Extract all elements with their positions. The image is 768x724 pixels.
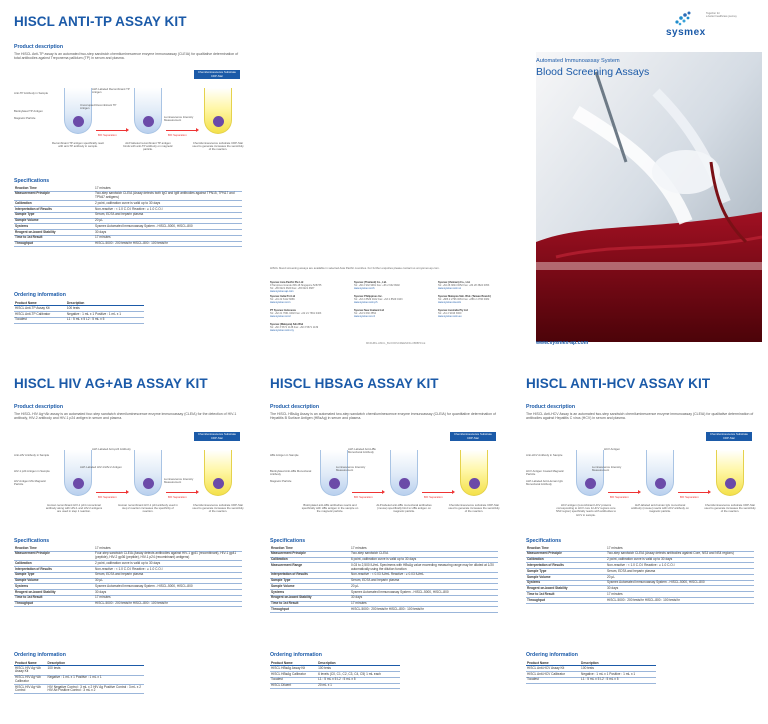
spec-key: Reagent on-board Stability xyxy=(14,590,94,596)
order-description: L1 : 5 mL x 5 L2 : 5 mL x 5 xyxy=(66,317,144,323)
ordering-heading: Ordering information xyxy=(14,652,66,658)
office-line: Tel: +62 21 7661 0402 Fax: +62 21 7661 0403 xyxy=(270,311,322,315)
spec-key: Time to 1st Result xyxy=(526,592,606,598)
specifications-table xyxy=(270,546,498,613)
diagram-label: Magnetic Particle xyxy=(270,479,292,483)
kit-title: HISCL HBSAG ASSAY KIT xyxy=(270,376,439,391)
office-line: Tel: +66 2 932 9991 Fax: +66 2 932 9992 xyxy=(354,283,400,287)
order-description: 100 tests xyxy=(317,666,400,672)
specifications-table xyxy=(526,546,754,604)
spec-value: 17 minutes xyxy=(606,546,754,551)
ordering-table xyxy=(14,660,144,694)
spec-key: Reaction Time xyxy=(526,546,606,551)
step-description: ALP-labeled anti-human IgG monoclonal antibody (mouse) reacts with HCV antibody on magnetic particle. xyxy=(631,503,689,514)
ordering-table-wrap xyxy=(270,660,400,689)
diagram-label: Luminescence Intensity Measurement xyxy=(336,465,366,473)
ordering-table-wrap xyxy=(14,300,144,324)
order-product: HISCL HBsAg Assay Kit xyxy=(270,666,317,672)
bf-separation-label: B/F Separation xyxy=(168,133,187,137)
office-website[interactable]: www.sysmex.co.in xyxy=(270,300,291,304)
spec-value: Serum, EDTA and heparin plasma xyxy=(606,569,754,575)
spec-value: 17 minutes xyxy=(94,546,242,551)
product-description-text: The HISCL HIV Ag+Ab assay is an automated four-step sandwich chemiluminescence enzyme immunoassay (CLEIA) for the detection of HIV-1 antibody, HIV-2 antibody and HIV-1 p24 antigen in serum and plasma. xyxy=(14,412,237,421)
website-link[interactable]: www.sysmex-ap.com xyxy=(536,340,589,346)
spec-key: Reagent on-board Stability xyxy=(14,230,94,236)
kit-panel-anti-tp xyxy=(0,0,256,350)
office-website[interactable]: www.sysmex.co.th xyxy=(354,286,375,290)
bf-separation-label: B/F Separation xyxy=(98,133,117,137)
specifications-table-wrap xyxy=(270,546,498,613)
office-name: Sysmex (Malaysia) Sdn Bhd xyxy=(270,323,304,326)
spec-key: Measurement Principle xyxy=(270,551,350,557)
order-col-product: Product Name xyxy=(14,660,47,666)
office-entry xyxy=(354,282,436,291)
reaction-tube-1 xyxy=(64,88,92,134)
diagram-label: HCV Antigen xyxy=(604,447,621,451)
flow-arrow xyxy=(352,492,382,493)
spec-value: Two-step sandwich CLEIA xyxy=(350,551,498,557)
office-line: Tel: +61 2 9016 3000 xyxy=(438,311,462,315)
specifications-table-wrap xyxy=(14,546,242,607)
diagram-label: Biotinylated Anti-HBs Monoclonal Antibody xyxy=(270,469,312,477)
office-line: Tel: +60 3 5671 1138 Fax: +60 3 5671 1139 xyxy=(270,325,319,329)
step-description: ALP-labeled anti-HBs monoclonal antibodies (mouse) specifically bind to HBs antigen on magnetic particle. xyxy=(376,503,432,514)
office-name: Sysmex New Zealand Ltd xyxy=(354,309,385,312)
specifications-table xyxy=(14,546,242,607)
spec-value: HISCL-5000 : 200 tests/hr HISCL-800 : 100 tests/hr xyxy=(350,607,498,613)
diagram-label: Unoccupied Recombinant TP Antigen xyxy=(80,103,117,111)
order-product: HISCL Anti-HCV Calibrator xyxy=(526,671,580,677)
spec-key: Time to 1st Result xyxy=(270,601,350,607)
cover-photo xyxy=(536,52,762,342)
spec-key: Time to 1st Result xyxy=(14,595,94,601)
sysmex-logo xyxy=(666,10,762,40)
spec-value: 30 μL xyxy=(94,578,242,584)
flow-arrow xyxy=(678,492,708,493)
order-product: Tocalest xyxy=(14,317,66,323)
flow-arrow xyxy=(166,130,196,131)
spec-key: Measurement Range xyxy=(270,563,350,572)
kit-panel-hbsag xyxy=(256,362,512,724)
reaction-tube-2 xyxy=(646,450,674,496)
step-description: Human recombinant HIV-1 p24 antibody used in step 2 reaction increases the specificity of reaction. xyxy=(118,503,178,514)
reaction-tube-1 xyxy=(64,450,92,496)
tagline-line-2: a better healthcare journey xyxy=(706,15,737,18)
office-name: Sysmex Malaysia Sdn. Bhd. (Taiwan Branch) xyxy=(438,295,491,298)
spec-key: Throughput xyxy=(14,241,94,247)
spec-value: Sysmex Automated Immunoassay System - HISCL-5000, HISCL-800 xyxy=(94,224,242,230)
spec-row xyxy=(14,601,242,607)
spec-key: Sample Type xyxy=(14,572,94,578)
diagram-label: ALP-Labeled Anti-HBs Monoclonal Antibody xyxy=(348,447,376,455)
flow-arrow xyxy=(608,492,638,493)
spec-row xyxy=(14,191,242,200)
spec-value: Four-step sandwich CLEIA (Assay detects antibodies against HIV-1 gp41 (recombinant), HIV-1 gp41 (peptide), HIV-2 gp36 (peptide), HIV-1 p24 (recombinant) antigens) xyxy=(94,551,242,560)
spec-key: Sample Volume xyxy=(270,584,350,590)
bf-separation-label: B/F Separation xyxy=(680,495,699,499)
office-name: PT Sysmex Indonesia xyxy=(270,309,296,312)
spec-value: Non-reactive : < 0.03 IU/mL Reactive : ≥ 0.03 IU/mL xyxy=(350,572,498,578)
diagram-label: ALP-Labeled Recombinant TP Antigen xyxy=(92,87,130,95)
order-row xyxy=(14,675,144,684)
spec-value: 30 days xyxy=(606,586,754,592)
diagram-label: HIV-1 p24 Antigen in Sample xyxy=(14,469,50,473)
reaction-tube-2 xyxy=(390,450,418,496)
kit-title: HISCL HIV AG+AB ASSAY KIT xyxy=(14,376,208,391)
spec-key: Calibration xyxy=(14,561,94,567)
order-product: HISCL Anti-TP Calibrator xyxy=(14,311,66,317)
spec-value: Non-reactive : < 1.0 C.O.I Reactive : ≥ 1.0 C.O.I xyxy=(606,563,754,569)
spec-key: Interpretation of Results xyxy=(270,572,350,578)
spec-key: Reaction Time xyxy=(270,546,350,551)
spec-value: 17 minutes xyxy=(606,592,754,598)
order-description: 100 tests xyxy=(580,666,656,672)
office-website[interactable]: www.sysmex.com.au xyxy=(438,314,462,318)
spec-key: Sample Volume xyxy=(526,574,606,580)
office-line: Tel: +63 2 8529 0102 Fax: +63 2 8529 0103 xyxy=(354,297,403,301)
diagram-label: Luminescence Intensity Measurement xyxy=(164,477,194,485)
office-name: Sysmex (Thailand) Co., Ltd. xyxy=(354,281,387,284)
spec-value: 17 minutes xyxy=(94,186,242,191)
product-description-heading: Product description xyxy=(270,404,319,410)
spec-value: 6 point, calibration curve is valid up to 30 days xyxy=(350,557,498,563)
diagram-label: Luminescence Intensity Measurement xyxy=(592,465,622,473)
order-row xyxy=(14,317,144,323)
spec-key: Calibration xyxy=(14,201,94,207)
order-product: HISCL HBsAg Calibrator xyxy=(270,671,317,677)
order-product: HISCL HIV Ag+Ab Control xyxy=(14,684,47,693)
step-description: Chemiluminescence substrate CDP-Star used to generate increases the sensitivity of the reaction. xyxy=(192,503,244,514)
office-website[interactable]: www.sysmex.com.ph xyxy=(354,300,378,304)
office-entry xyxy=(270,282,352,294)
brand-tagline xyxy=(706,12,746,18)
office-entry xyxy=(438,282,520,291)
spec-key: Throughput xyxy=(526,598,606,604)
spec-value: 17 minutes xyxy=(350,546,498,551)
office-website[interactable]: www.sysmex-tw.com xyxy=(438,300,462,304)
product-description-text: The HISCL Anti-HCV Assay is an automated two-step sandwich chemiluminescence enzyme immunoassay (CLEIA) for qualitative determination of antibodies against Hepatitis C virus (HCV) in serum and plasma. xyxy=(526,412,754,421)
document-code: MKFHBG-HISCL_BLOODSCREENING-0888P01-E xyxy=(366,342,426,345)
spec-value: 20 μL xyxy=(350,584,498,590)
product-description-heading: Product description xyxy=(14,44,63,50)
flow-arrow xyxy=(166,492,196,493)
assay-diagram xyxy=(270,432,500,537)
order-row xyxy=(270,683,400,689)
office-line: Tel: +65 6221 3629 Fax: +65 6221 3687 xyxy=(270,286,315,290)
office-website[interactable]: www.sysmex.co.id xyxy=(270,314,291,318)
office-website[interactable]: www.sysmex-ap.com xyxy=(270,289,294,293)
spec-key: Time to 1st Result xyxy=(14,235,94,241)
order-description: Negative : 1 mL x 1 Positive : 1 mL x 1 xyxy=(47,675,144,684)
office-name: Sysmex Asia Pacific Pte Ltd xyxy=(270,281,304,284)
office-entry xyxy=(270,324,352,333)
kit-title: HISCL ANTI-HCV ASSAY KIT xyxy=(526,376,711,391)
spec-value: Serum, EDTA and heparin plasma xyxy=(94,212,242,218)
diagram-label: HIV Antigen Mix Magnetic Particle xyxy=(14,479,47,487)
cover-kicker: Automated Immunoassay System xyxy=(536,58,620,64)
spec-value: 2 point, calibration curve is valid up to 30 days xyxy=(94,201,242,207)
spec-key: Sample Type xyxy=(14,212,94,218)
ordering-heading: Ordering information xyxy=(526,652,578,658)
bf-separation-label: B/F Separation xyxy=(610,495,629,499)
spec-key: Reaction Time xyxy=(14,546,94,551)
flow-arrow xyxy=(96,492,126,493)
reaction-tube-3 xyxy=(460,450,488,496)
order-row xyxy=(14,684,144,693)
spec-key: Sample Type xyxy=(270,578,350,584)
assay-diagram xyxy=(14,70,244,175)
order-description: L1 : 5 mL x 5 L2 : 5 mL x 5 xyxy=(580,677,656,683)
spec-key: Systems xyxy=(526,580,606,586)
order-product: HISCL HIV Ag+Ab Assay Kit xyxy=(14,666,47,675)
spec-value: 17 minutes xyxy=(350,601,498,607)
order-col-description: Description xyxy=(580,660,656,666)
spec-value: Two-step sandwich CLEIA (Assay detects antibodies against Core, NS3 and NS4 regions) xyxy=(606,551,754,557)
spec-key: Reagent on-board Stability xyxy=(526,586,606,592)
order-product: Tocalest xyxy=(270,677,317,683)
reaction-tube-1 xyxy=(320,450,348,496)
spec-key: Measurement Principle xyxy=(526,551,606,557)
diagram-label: Magnetic Particle xyxy=(14,116,36,120)
blood-bag-photo xyxy=(536,52,762,342)
office-website[interactable]: www.sysmex.com.vn xyxy=(438,286,462,290)
ordering-table-wrap xyxy=(14,660,144,694)
product-description-heading: Product description xyxy=(526,404,575,410)
substrate-badge: Chemiluminescence Substrate CDP-Star xyxy=(450,432,496,441)
spec-value: HISCL-5000 : 200 tests/hr HISCL-800 : 100 tests/hr xyxy=(94,601,242,607)
order-description: 100 tests xyxy=(47,666,144,675)
reaction-tube-2 xyxy=(134,450,162,496)
spec-key: Systems xyxy=(270,590,350,596)
assay-diagram xyxy=(14,432,244,537)
bf-separation-label: B/F Separation xyxy=(424,495,443,499)
spec-value: HISCL-5000 : 200 tests/hr HISCL-800 : 100 tests/hr xyxy=(606,598,754,604)
spec-key: Measurement Principle xyxy=(14,191,94,200)
spec-key: Throughput xyxy=(270,607,350,613)
diagram-label: Anti-TP Antibody in Sample xyxy=(14,91,48,95)
office-entry xyxy=(438,296,520,305)
order-row xyxy=(14,666,144,675)
ordering-table xyxy=(526,660,656,684)
spec-key: Systems xyxy=(14,224,94,230)
reaction-tube-3 xyxy=(204,88,232,134)
spec-value: Sysmex Automated Immunoassay System - HISCL-5000, HISCL-800 xyxy=(94,584,242,590)
product-description-text: The HISCL Anti-TP assay is an automated two-step sandwich chemiluminescence enzyme immunoassay (CLEIA) for qualitative determination of total antibodies against Treponema pallidum (TP) in serum and plasma. xyxy=(14,52,239,61)
specifications-heading: Specifications xyxy=(526,538,562,544)
spec-value: Two-step sandwich CLEIA (Assay detects both IgG and IgM antibodies against TPN15, TPN17 and TPN47 antigens) xyxy=(94,191,242,200)
spec-key: Sample Volume xyxy=(14,218,94,224)
spec-value: Sysmex Automated Immunoassay System - HISCL-5000, HISCL-800 xyxy=(606,580,754,586)
product-description-heading: Product description xyxy=(14,404,63,410)
step-description: ALP-labeled recombinant TP antigen binds with anti-TP antibody on magnetic particle. xyxy=(123,141,173,152)
spec-value: Non-reactive : < 1.0 C.O.I Reactive : ≥ 1.0 C.O.I xyxy=(94,206,242,212)
office-line: Tel: +886 2 2796 0081 Fax: +886 2 2796 0082 xyxy=(438,297,490,301)
specifications-heading: Specifications xyxy=(14,538,50,544)
office-entry xyxy=(354,310,436,319)
sysmex-logo-icon xyxy=(674,10,694,28)
spec-key: Reaction Time xyxy=(14,186,94,191)
order-product: HISCL Diluent xyxy=(270,683,317,689)
substrate-badge: Chemiluminescence Substrate CDP-Star xyxy=(194,432,240,441)
substrate-badge: Chemiluminescence Substrate CDP-Star xyxy=(194,70,240,79)
spec-value: Serum, EDTA and heparin plasma xyxy=(94,572,242,578)
brand-name: sysmex xyxy=(666,27,706,38)
specifications-table-wrap xyxy=(14,186,242,247)
diagram-label: HCV Antigen Coated Magnetic Particle xyxy=(526,469,564,477)
office-line: 9 Tampines Grande #06-18 Singapore 528735 xyxy=(270,283,322,287)
specifications-heading: Specifications xyxy=(14,178,50,184)
step-description: Biotinylated anti-HBs antibodies reacts and specifically with HBs antigen in the sample on the magnetic particle. xyxy=(301,503,359,514)
diagram-label: Biotinylated TP Antigen xyxy=(14,109,43,113)
reaction-tube-2 xyxy=(134,88,162,134)
order-product: Tocalest xyxy=(526,677,580,683)
spec-value: Non-reactive : < 1.0 C.O.I Reactive : ≥ 1.0 C.O.I xyxy=(94,566,242,572)
office-website[interactable]: www.sysmex.com.my xyxy=(270,328,294,332)
order-col-product: Product Name xyxy=(14,300,66,306)
cover-title: Blood Screening Assays xyxy=(536,66,650,78)
reaction-tube-1 xyxy=(576,450,604,496)
order-col-product: Product Name xyxy=(270,660,317,666)
diagram-label: Anti-HCV Antibody in Sample xyxy=(526,453,563,457)
order-description: HIV Negative Control : 3 mL x 2 HIV Ag Positive Control : 3 mL x 2 HIV Ab Positive Control : 3 mL x 2 xyxy=(47,684,144,693)
ordering-table xyxy=(270,660,400,689)
office-line: Tel: +91 22 6112 6666 xyxy=(270,297,295,301)
spec-key: Systems xyxy=(14,584,94,590)
kit-title: HISCL ANTI-TP ASSAY KIT xyxy=(14,14,187,29)
specifications-table-wrap xyxy=(526,546,754,604)
diagram-label: HBs Antigen in Sample xyxy=(270,453,299,457)
spec-value: Sysmex Automated Immunoassay System - HISCL-5000, HISCL-800 xyxy=(350,590,498,596)
specifications-heading: Specifications xyxy=(270,538,306,544)
ordering-heading: Ordering information xyxy=(270,652,322,658)
order-description: Negative : 1 mL x 1 Positive : 1 mL x 1 xyxy=(66,311,144,317)
reaction-tube-3 xyxy=(716,450,744,496)
spec-key: Reagent on-board Stability xyxy=(270,595,350,601)
order-col-product: Product Name xyxy=(526,660,580,666)
office-name: Sysmex Philippines Inc. xyxy=(354,295,383,298)
order-product: HISCL HIV Ag+Ab Calibrator xyxy=(14,675,47,684)
spec-value: HISCL-5000 : 200 tests/hr HISCL-800 : 100 tests/hr xyxy=(94,241,242,247)
spec-value: 17 minutes xyxy=(94,595,242,601)
order-description: 100 tests xyxy=(66,306,144,312)
spec-value: 2 point, calibration curve is valid up to 30 days xyxy=(94,561,242,567)
step-description: Human recombinant HIV-1 p24 monoclonal antibody along with HIV-1 and HIV-2 antigens are used in step 1 reaction. xyxy=(45,503,103,514)
spec-row xyxy=(14,551,242,560)
kit-panel-anti-hcv xyxy=(512,362,768,724)
tagline-line-1: Together for xyxy=(706,12,720,15)
office-website[interactable]: www.sysmex.co.nz xyxy=(354,314,376,318)
office-name: Sysmex India Pvt Ltd xyxy=(270,295,296,298)
order-description: 20 mL x 1 xyxy=(317,683,400,689)
office-entry xyxy=(438,310,520,319)
product-description-text: The HISCL HBsAg Assay is an automated two-step sandwich chemiluminescence enzyme immunoassay (CLEIA) for quantitative determination of Hepatitis B Surface Antigen (HBsAg) in serum and plasma. xyxy=(270,412,496,421)
diagram-label: Anti-HIV Antibody in Sample xyxy=(14,453,50,457)
assay-diagram xyxy=(526,432,756,537)
reaction-tube-3 xyxy=(204,450,232,496)
specifications-table xyxy=(14,186,242,247)
spec-value: Serum, EDTA and heparin plasma xyxy=(350,578,498,584)
step-description: Recombinant TP antigen specifically react with anti-TP antibody in sample. xyxy=(52,141,104,149)
flow-arrow xyxy=(422,492,452,493)
office-entry xyxy=(270,310,352,319)
spec-key: Calibration xyxy=(270,557,350,563)
spec-value: 2 point, calibration curve is valid up to 30 days xyxy=(606,557,754,563)
step-description: Chemiluminescence substrate CDP-Star used to generate increases the sensitivity of the reaction. xyxy=(192,141,244,152)
office-entry xyxy=(354,296,436,305)
spec-row xyxy=(270,563,498,572)
spec-row xyxy=(270,607,498,613)
office-line: Tel: +64 9 630 3554 xyxy=(354,311,377,315)
order-col-description: Description xyxy=(47,660,144,666)
step-description: Chemiluminescence substrate CDP-Star used to generate increases the sensitivity of the reaction. xyxy=(704,503,756,514)
step-description: HCV antigen (recombinant HCV proteins corresponding to HCV core & HCV regions core NS3 region) specifically reacts with antibodies to HCV in sample. xyxy=(556,503,617,517)
substrate-badge: Chemiluminescence Substrate CDP-Star xyxy=(706,432,752,441)
office-name: Sysmex Australia Pty Ltd xyxy=(438,309,468,312)
spec-value: 20 μL xyxy=(94,218,242,224)
spec-row xyxy=(14,241,242,247)
spec-value: 17 minutes xyxy=(94,235,242,241)
spec-key: Calibration xyxy=(526,557,606,563)
office-name: Sysmex (Vietnam) Co., Ltd. xyxy=(438,281,471,284)
spec-key: Sample Volume xyxy=(14,578,94,584)
bf-separation-label: B/F Separation xyxy=(168,495,187,499)
office-list xyxy=(270,282,520,338)
order-description: L1 : 5 mL x 5 L2 : 5 mL x 5 xyxy=(317,677,400,683)
spec-value: 30 days xyxy=(350,595,498,601)
spec-key: Sample Type xyxy=(526,569,606,575)
bf-separation-label: B/F Separation xyxy=(354,495,373,499)
spec-key: Throughput xyxy=(14,601,94,607)
bf-separation-label: B/F Separation xyxy=(98,495,117,499)
order-description: Negative : 1 mL x 1 Positive : 1 mL x 1 xyxy=(580,671,656,677)
diagram-label: ALP-Labeled HIV-1/HIV-2 Antigen xyxy=(80,465,122,469)
ordering-table xyxy=(14,300,144,324)
spec-row xyxy=(526,598,754,604)
office-line: Tel: +84 28 3824 0052 Fax: +84 28 3824 0053 xyxy=(438,283,490,287)
office-entry xyxy=(270,296,352,305)
diagram-label: ALP-Labeled Anti-Human IgG Monoclonal Antibody xyxy=(526,479,563,487)
diagram-label: ALP-Labeled Anti-p24 Antibody xyxy=(92,447,131,451)
spec-key: Interpretation of Results xyxy=(526,563,606,569)
ordering-heading: Ordering information xyxy=(14,292,66,298)
spec-key: Interpretation of Results xyxy=(14,206,94,212)
order-description: 6 levels (C0, C1, C2, C3, C4, C5) 1 mL each xyxy=(317,671,400,677)
spec-key: Interpretation of Results xyxy=(14,566,94,572)
order-product: HISCL Anti-HCV Assay Kit xyxy=(526,666,580,672)
spec-value: 30 days xyxy=(94,590,242,596)
flow-arrow xyxy=(96,130,126,131)
order-product: HISCL Anti-TP Assay Kit xyxy=(14,306,66,312)
ordering-table-wrap xyxy=(526,660,656,684)
spec-key: Measurement Principle xyxy=(14,551,94,560)
cover-disclaimer: HISCL blood screening assays are available in selected Asia Pacific countries. For further enquiries please contact us at sysmex.ap.com. xyxy=(270,266,440,270)
spec-value: 0.03 to 2,500 IU/mL Specimens with HBsAg value exceeding measuring range may be diluted at 1/20 automatically using the dilution function xyxy=(350,563,498,572)
cover-panel xyxy=(256,0,768,350)
step-description: Chemiluminescence substrate CDP-Star used to generate increases the sensitivity of the reaction. xyxy=(448,503,500,514)
order-col-description: Description xyxy=(317,660,400,666)
spec-value: 30 days xyxy=(94,230,242,236)
order-row xyxy=(526,677,656,683)
diagram-label: Luminescence Intensity Measurement xyxy=(164,115,194,123)
spec-value: 20 μL xyxy=(606,574,754,580)
kit-panel-hiv xyxy=(0,362,256,724)
order-col-description: Description xyxy=(66,300,144,306)
